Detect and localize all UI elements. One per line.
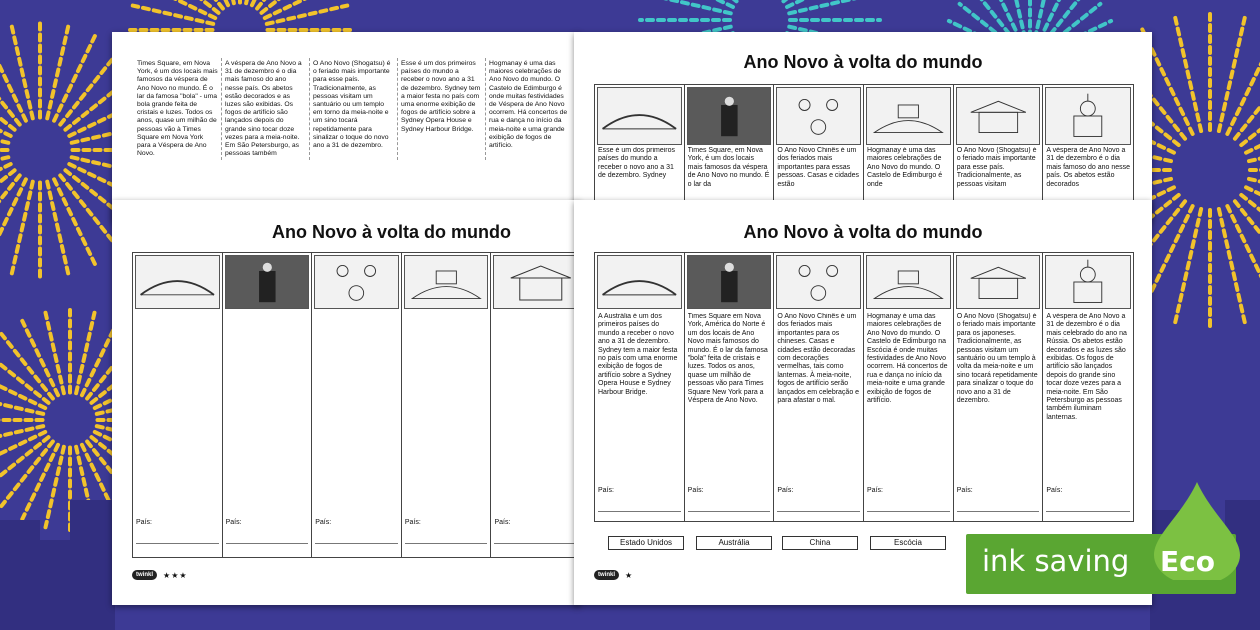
firework-ray — [47, 182, 69, 277]
answer-line[interactable] — [494, 543, 580, 544]
times-square-picture — [687, 87, 772, 145]
firework-ray — [267, 6, 347, 24]
castle-picture — [404, 255, 489, 309]
answer-line[interactable] — [777, 511, 860, 512]
lanterns-picture — [776, 87, 861, 145]
strip-cell: O Ano Novo (Shogatsu) é o feriado mais importante para esse país. Tradicionalmente, as pessoas visitam um santuário ou um templo em torno da meia-noite e um sino tocará repetidamente para sinalizar o toque do novo ano a 31 de dezembro. — [310, 58, 398, 160]
clue-text: A véspera de Ano Novo a 31 de dezembro é o dia mais celebrado do ano na Rússia. Os abetos estão decorados e as luzes são exibidas. Os fogos de artifício são lançados depois do grande sino tocar doze vezes para a meia-noite. Em São Petersburgo as pessoas também iluminam lanternas. — [1046, 313, 1127, 421]
sheet-footer — [594, 570, 633, 580]
firework-ray — [643, 0, 731, 13]
country-label: País: — [136, 519, 152, 526]
answer-line[interactable] — [598, 511, 681, 512]
firework-ray — [11, 182, 33, 277]
firework-ray — [1227, 206, 1260, 314]
strip-cell: Esse é um dos primeiros países do mundo a receber o novo ano a 31 de dezembro. Sydney tem a maior festa no país com uma enorme exibição de fogos de artifício sobre a Sydney Opera House e Sydney Harbour Bridge. — [398, 58, 486, 160]
clue-text: A véspera de Ano Novo a 31 de dezembro é o dia mais famoso do ano nesse país. Os abetos estão decorados — [1046, 147, 1131, 188]
answer-line[interactable] — [226, 543, 309, 544]
country-label: País: — [315, 519, 332, 526]
answer-line[interactable] — [1046, 511, 1130, 512]
twinkl-logo: twinkl — [594, 570, 619, 580]
ink-saving-label: ink saving — [982, 544, 1130, 578]
strip-cell: Hogmanay é uma das maiores celebrações de Ano Novo do mundo. O Castelo de Edimburgo é onde muitas festividades de Véspera de Ano Novo ocorrem. Há concertos de rua e dança no início da meia-noite e uma grande exibição de fogos de artifício. — [489, 60, 568, 150]
country-label: País: — [956, 487, 973, 494]
clue-text: O Ano Novo Chinês é um dos feriados mais importantes para essas pessoas. Casas e cidades estão — [777, 147, 860, 188]
lanterns-picture — [776, 255, 861, 309]
firework-ray — [46, 447, 64, 527]
country-tag[interactable]: Austrália — [696, 536, 772, 550]
firework-ray — [0, 164, 11, 206]
firework-ray — [1219, 14, 1246, 131]
answer-line[interactable] — [315, 543, 398, 544]
firework-ray — [1174, 209, 1201, 326]
harbour-bridge-picture — [597, 255, 682, 309]
answer-line[interactable] — [688, 511, 771, 512]
clue-text: Hogmanay é uma das maiores celebrações de Ano Novo do mundo. O Castelo de Edimburgo na Escócia é onde muitas festividades de Ano Novo ocorrem. Há concertos de rua e dança no início da meia-noite e uma grande exibição de fogos de artifício. — [867, 313, 948, 405]
text-strip — [134, 58, 574, 160]
worksheet-front-left — [112, 200, 580, 605]
temple-picture — [956, 87, 1041, 145]
country-label: País: — [225, 519, 242, 526]
answer-line[interactable] — [867, 511, 950, 512]
country-label: País: — [1046, 487, 1063, 494]
clue-text: Hogmanay é uma das maiores celebrações de Ano Novo do mundo. O Castelo de Edimburgo é onde — [867, 147, 943, 188]
sheet-title: Ano Novo à volta do mundo — [272, 222, 511, 242]
country-tag[interactable]: Estado Unidos — [608, 536, 684, 550]
worksheet-back-left — [112, 32, 580, 222]
harbour-bridge-picture — [597, 87, 682, 145]
firework-ray — [1174, 14, 1201, 131]
castle-picture — [866, 255, 951, 309]
temple-picture — [493, 255, 580, 309]
activity-grid — [594, 252, 1134, 522]
sheet-footer — [132, 570, 188, 580]
clue-text: Esse é um dos primeiros países do mundo a receber o novo ano a 31 de dezembro. Sydney — [598, 147, 676, 180]
firework-ray — [47, 23, 69, 118]
firework-ray — [11, 23, 33, 118]
times-square-picture — [225, 255, 310, 309]
times-square-picture — [687, 255, 772, 309]
eco-label: Eco — [1160, 545, 1215, 578]
answer-line[interactable] — [957, 511, 1040, 512]
cathedral-picture — [1045, 87, 1131, 145]
country-label: País: — [598, 487, 614, 494]
temple-picture — [956, 255, 1041, 309]
worksheet-back-right — [574, 32, 1152, 222]
clue-text: Times Square em Nova York, América do Norte é um dos locais de Ano Novo mais famosos do mundo. É o lar da famosa "bola" feita de cristais e luzes. Todos os anos, quase um milhão de pessoas vão para Times Square New York para a Véspera de Ano Novo. — [687, 313, 768, 405]
answer-line[interactable] — [405, 543, 488, 544]
difficulty-stars: ★★★ — [163, 570, 188, 580]
firework-ray — [0, 94, 11, 136]
firework-ray — [789, 0, 877, 13]
country-label: País: — [404, 519, 421, 526]
clue-text: O Ano Novo (Shogatsu) é o feriado mais importante para os japoneses. Tradicionalmente, as pessoas visitam um santuário ou um templo à volta da meia-noite e um sino tocará repetidamente para sinalizar o toque do novo ano a 31 de dezembro. — [956, 313, 1038, 405]
firework-ray — [76, 313, 94, 393]
clue-text: Times Square, em Nova York, é um dos locais mais famosos da véspera de Ano Novo no mundo. É o lar da — [687, 147, 770, 188]
country-label: País: — [687, 487, 704, 494]
sheet-title: Ano Novo à volta do mundo — [743, 52, 983, 72]
clue-text: O Ano Novo Chinês é um dos feriados mais importantes para os chineses. Casas e cidades estão decoradas com decorações vermelhas, tais como lanternas. À meia-noite, fogos de artifício serão lançados em celebração e para afastar o mal. — [777, 313, 860, 405]
answer-line[interactable] — [136, 543, 219, 544]
clue-text: O Ano Novo (Shogatsu) é o feriado mais importante para esse país. Tradicionalmente, as pessoas visitam — [956, 147, 1037, 188]
country-label: País: — [494, 519, 511, 526]
harbour-bridge-picture — [135, 255, 220, 309]
firework-ray — [46, 313, 64, 393]
twinkl-logo: twinkl — [132, 570, 157, 580]
country-label: País: — [777, 487, 794, 494]
country-label: País: — [867, 487, 883, 494]
firework-ray — [1219, 209, 1246, 326]
country-tag[interactable]: Escócia — [870, 536, 946, 550]
firework-ray — [1227, 26, 1260, 134]
difficulty-stars: ★ — [625, 570, 634, 580]
cathedral-picture — [1045, 255, 1131, 309]
strip-cell: A véspera de Ano Novo a 31 de dezembro é o dia mais famoso do ano nesse país. Os abetos estão decorados e as luzes são exibidas. Os fogos de artifício são lançados depois do grande sino tocar doze vezes para a meia-noite. Em São Petersburgo, as pessoas também — [222, 58, 310, 160]
firework-ray — [133, 6, 213, 24]
castle-picture — [866, 87, 951, 145]
clue-text: A Austrália é um dos primeiros países do mundo a receber o novo ano a 31 de dezembro. Sydney tem a maior festa no país com uma enorme exibição de fogos de artifício sobre a Sydney Opera House e Sydney Harbour Bridge. — [598, 313, 678, 396]
strip-cell: Times Square, em Nova York, é um dos locais mais famosos da véspera de Ano Novo no mundo. É o lar da famosa "bola" - uma bola grande feita de cristais e luzes. Todos os anos, quase um milhão de pessoas vão à Times Square em Nova York para a Véspera de Ano Novo. — [134, 58, 222, 160]
lanterns-picture — [314, 255, 399, 309]
sheet-title: Ano Novo à volta do mundo — [743, 222, 983, 242]
blank-activity-grid — [132, 252, 580, 558]
country-tag[interactable]: China — [782, 536, 858, 550]
